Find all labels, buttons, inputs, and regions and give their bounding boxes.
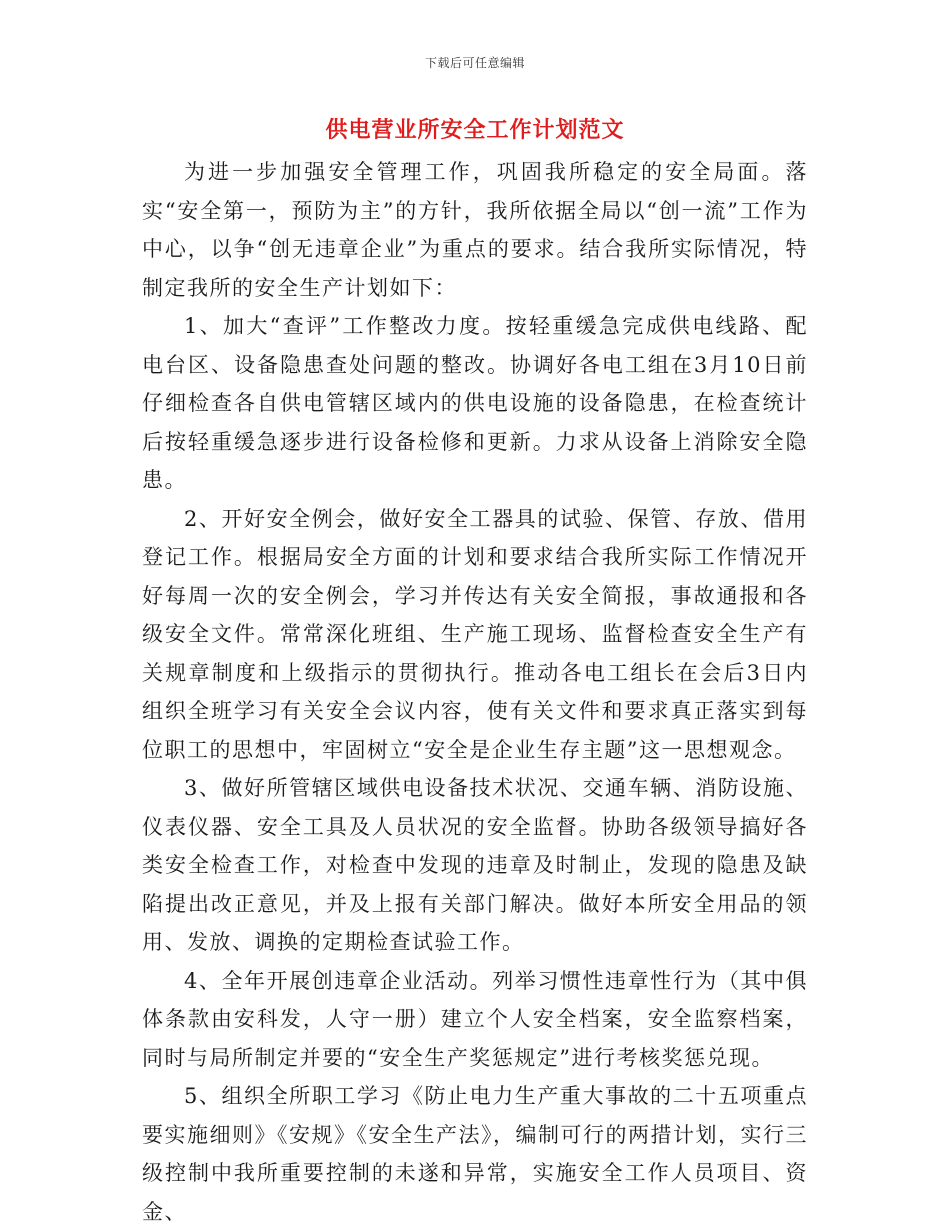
paragraph-item-4: 4、全年开展创违章企业活动。列举习惯性违章性行为（其中俱体条款由安科发，人守一册）建立个人安全档案，安全监察档案，同时与局所制定并要的“安全生产奖惩规定”进行考核奖惩兑现。 xyxy=(142,968,808,1070)
document-title: 供电营业所安全工作计划范文 xyxy=(325,118,625,143)
paragraph-item-1: 1、加大“查评”工作整改力度。按轻重缓急完成供电线路、配电台区、设备隐患查处问题的整改。协调好各电工组在3月10日前仔细检查各自供电管辖区域内的供电设施的设备隐患，在检查统计后按轻重缓急逐步进行设备检修和更新。力求从设备上消除安全隐患。 xyxy=(142,314,808,492)
paragraph-item-3: 3、做好所管辖区域供电设备技术状况、交通车辆、消防设施、仪表仪器、安全工具及人员状况的安全监督。协助各级领导搞好各类安全检查工作，对检查中发现的违章及时制止，发现的隐患及缺陷提出改正意见，并及上报有关部门解决。做好本所安全用品的领用、发放、调换的定期检查试验工作。 xyxy=(142,776,808,954)
paragraph-item-5: 5、组织全所职工学习《防止电力生产重大事故的二十五项重点要实施细则》《安规》《安全生产法》，编制可行的两措计划，实行三级控制中我所重要控制的未遂和异常，实施安全工作人员项目、资金、 xyxy=(142,1084,808,1224)
paragraph-item-2: 2、开好安全例会，做好安全工器具的试验、保管、存放、借用登记工作。根据局安全方面的计划和要求结合我所实际工作情况开好每周一次的安全例会，学习并传达有关安全简报，事故通报和各级安全文件。常常深化班组、生产施工现场、监督检查安全生产有关规章制度和上级指示的贯彻执行。推动各电工组长在会后3日内组织全班学习有关安全会议内容，使有关文件和要求真正落实到每位职工的思想中，牢固树立“安全是企业生存主题”这一思想观念。 xyxy=(142,506,808,762)
document-body xyxy=(142,153,808,1231)
paragraph-intro: 为进一步加强安全管理工作，巩固我所稳定的安全局面。落实“安全第一，预防为主”的方针，我所依据全局以“创一流”工作为中心，以争“创无违章企业”为重点的要求。结合我所实际情况，特制定我所的安全生产计划如下： xyxy=(142,160,808,300)
header-note: 下载后可任意编辑 xyxy=(424,56,525,70)
